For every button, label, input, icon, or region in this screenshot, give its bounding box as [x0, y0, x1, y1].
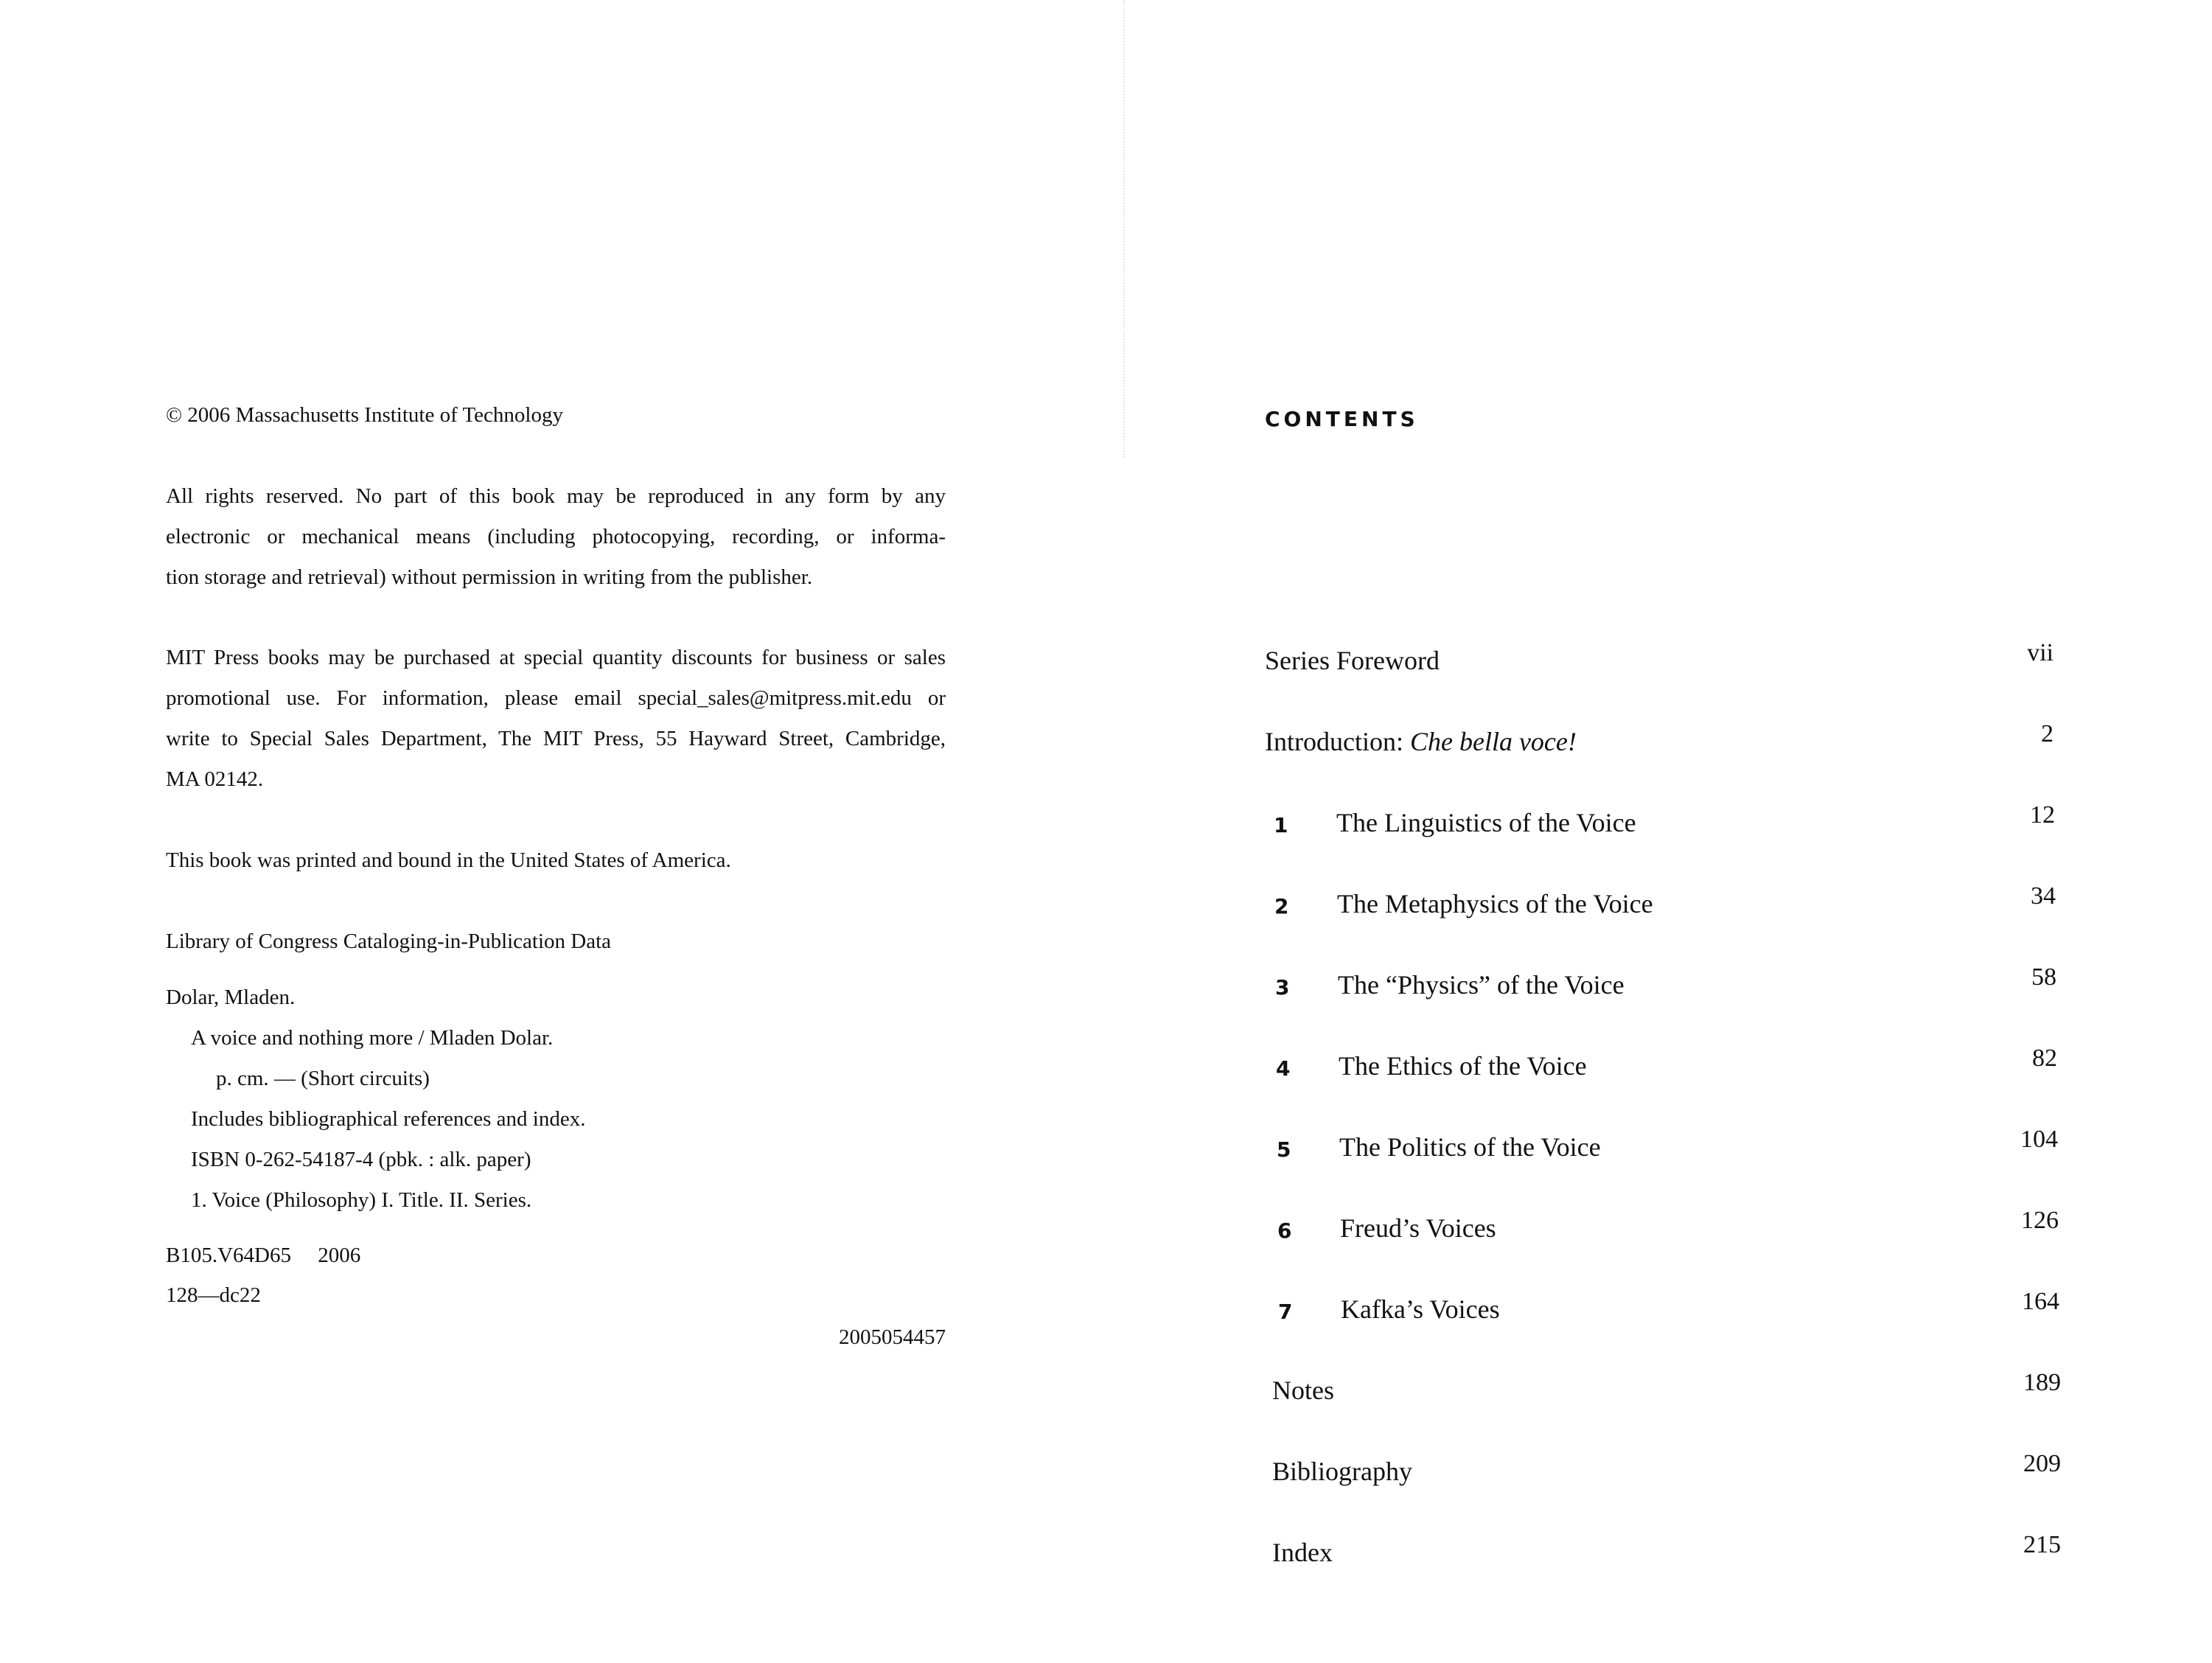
- cip-author: Dolar, Mladen.: [166, 986, 296, 1009]
- toc-title: [1265, 645, 1440, 676]
- sales-paragraph: [166, 638, 946, 800]
- cip-block: [166, 977, 946, 1221]
- text-line: promotional use. For information, please email special_sales@mitpress.mit.edu or: [166, 686, 946, 710]
- cip-isbn: ISBN 0-262-54187-4 (pbk. : alk. paper): [191, 1148, 531, 1171]
- toc-title-text: The “Physics” of the Voice: [1338, 970, 1625, 1000]
- toc-title-text: Kafka’s Voices: [1341, 1294, 1500, 1324]
- toc-title-text: The Metaphysics of the Voice: [1337, 889, 1653, 918]
- chapter-number: 6: [1277, 1219, 1292, 1243]
- toc-title: [1337, 888, 1653, 919]
- cip-lccn: 2005054457: [839, 1325, 946, 1349]
- toc-title-text: Series Foreword: [1265, 646, 1440, 675]
- chapter-number: 5: [1277, 1137, 1291, 1162]
- text-line: tion storage and retrieval) without permission in writing from the publisher.: [166, 565, 813, 589]
- toc-page-number: 189: [2023, 1369, 2061, 1396]
- text-line: write to Special Sales Department, The MIT Press, 55 Hayward Street, Cambridge,: [166, 727, 946, 750]
- toc-title-text: The Ethics of the Voice: [1339, 1051, 1587, 1081]
- rights-paragraph: [166, 476, 946, 598]
- toc-title-text: Bibliography: [1272, 1457, 1412, 1486]
- contents-page: [1106, 0, 2212, 1663]
- toc-title-italic: Che bella voce!: [1409, 727, 1577, 756]
- chapter-number: 1: [1274, 813, 1288, 837]
- toc-title-text: Introduction:: [1265, 727, 1410, 756]
- chapter-number: 4: [1276, 1056, 1291, 1081]
- toc-title: [1340, 1213, 1496, 1244]
- toc-page-number: 164: [2022, 1288, 2059, 1315]
- toc-title: [1272, 1537, 1333, 1568]
- cip-subjects: 1. Voice (Philosophy) I. Title. II. Series.: [191, 1188, 532, 1212]
- toc-title: [1272, 1456, 1412, 1487]
- cip-call-number: B105.V64D65 2006: [166, 1244, 361, 1267]
- toc-page-number: 215: [2023, 1531, 2061, 1558]
- toc-entry: [1268, 963, 2056, 1014]
- toc-page-number: 104: [2020, 1126, 2058, 1153]
- toc-title: [1265, 726, 1577, 757]
- toc-title: [1339, 1132, 1601, 1162]
- toc-entry: [1269, 1045, 2057, 1095]
- text-line: electronic or mechanical means (including photocopying, recording, or informa-: [166, 525, 946, 548]
- toc-title-text: The Politics of the Voice: [1339, 1132, 1601, 1162]
- toc-title: [1341, 1294, 1500, 1325]
- chapter-number: 2: [1274, 894, 1289, 918]
- cip-heading: Library of Congress Cataloging-in-Publication Data: [166, 930, 612, 953]
- toc-title-text: The Linguistics of the Voice: [1336, 808, 1636, 837]
- chapter-number: 3: [1275, 975, 1290, 1000]
- toc-title: [1336, 807, 1636, 838]
- toc-entry: [1265, 639, 2054, 689]
- toc-entry: [1267, 882, 2056, 932]
- toc-entry: [1271, 1288, 2059, 1338]
- toc-title-text: Index: [1272, 1538, 1333, 1567]
- toc-page-number: 12: [2030, 801, 2055, 829]
- toc-entry: [1272, 1450, 2061, 1500]
- text-line: All rights reserved. No part of this book may be reproduced in any form by any: [166, 484, 946, 508]
- cip-includes: Includes bibliographical references and index.: [191, 1107, 586, 1131]
- toc-title-text: Notes: [1272, 1376, 1334, 1405]
- toc-page-number: 58: [2031, 963, 2056, 991]
- toc-page-number: 209: [2023, 1450, 2061, 1477]
- toc-page-number: 2: [2041, 720, 2054, 747]
- toc-page-number: 82: [2032, 1045, 2057, 1072]
- toc-entry: [1270, 1207, 2059, 1257]
- toc-page-number: 126: [2021, 1207, 2059, 1234]
- printed-line: This book was printed and bound in the United States of America.: [166, 848, 731, 872]
- cip-dewey: 128—dc22: [166, 1283, 261, 1307]
- toc-entry: [1272, 1531, 2061, 1581]
- chapter-number: 7: [1278, 1300, 1293, 1324]
- toc-title-text: Freud’s Voices: [1340, 1213, 1496, 1243]
- text-line: MIT Press books may be purchased at special quantity discounts for business or sales: [166, 646, 946, 669]
- toc-title: [1339, 1050, 1587, 1081]
- text-line: MA 02142.: [166, 767, 264, 791]
- toc-title: [1338, 969, 1625, 1000]
- toc-entry: [1272, 1369, 2061, 1419]
- copyright-line: © 2006 Massachusetts Institute of Technology: [166, 403, 563, 427]
- toc-entry: [1269, 1126, 2058, 1176]
- contents-heading: CONTENTS: [1265, 407, 1419, 431]
- toc-page-number: 34: [2031, 882, 2056, 910]
- toc-page-number: vii: [2027, 639, 2054, 666]
- cip-title: A voice and nothing more / Mladen Dolar.: [191, 1026, 554, 1050]
- cip-physical: p. cm. — (Short circuits): [216, 1067, 430, 1090]
- toc-entry: [1265, 720, 2054, 770]
- toc-entry: [1266, 801, 2055, 851]
- toc-title: [1272, 1375, 1334, 1406]
